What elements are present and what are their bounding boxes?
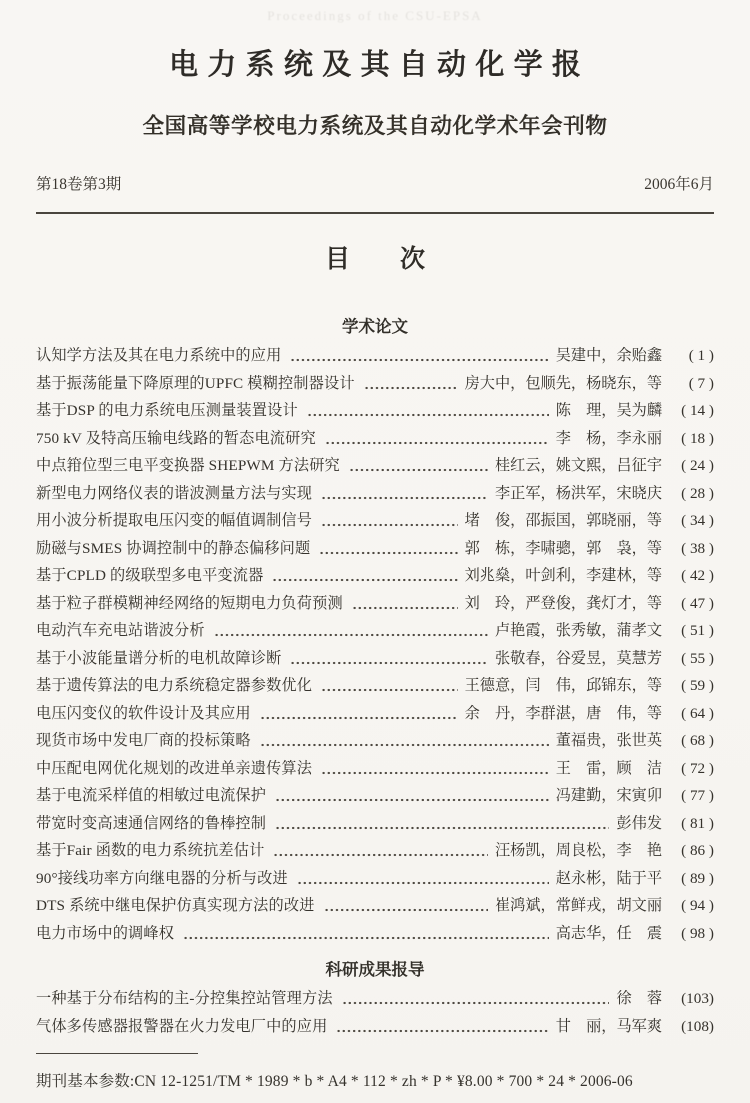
toc-entry-title: 带宽时变高速通信网络的鲁棒控制: [36, 814, 267, 832]
toc-entry-page: ( 28 ): [681, 484, 714, 502]
toc-entry-authors: 卢艳霞，张秀敏，蒲孝文: [494, 622, 662, 639]
toc-entry: [36, 674, 714, 702]
leader-dots: [342, 987, 610, 1015]
toc-entry: [36, 987, 714, 1015]
leader-dots: [183, 922, 549, 950]
toc-entry-authors: 陈 理，吴为麟: [555, 402, 662, 419]
toc-entry-title: 新型电力网络仪表的谐波测量方法与实现: [36, 484, 313, 502]
header-divider: [36, 212, 714, 214]
toc-entry-authors: 徐 蓉: [616, 990, 662, 1007]
toc-entry: [36, 482, 714, 510]
toc-entry-page: ( 34 ): [681, 512, 714, 529]
toc-entry-page: ( 59 ): [681, 677, 714, 694]
toc-entry: [36, 592, 714, 620]
leader-dots: [214, 619, 488, 647]
toc-entry: [36, 454, 714, 482]
toc-entry-title: 基于粒子群模糊神经网络的短期电力负荷预测: [36, 594, 343, 612]
leader-dots: [364, 372, 458, 400]
toc-entry-authors: 堵 俊，邵振国，郭晓丽，等: [464, 512, 662, 529]
entry-list: [36, 987, 714, 1042]
toc-entry-page: ( 51 ): [681, 622, 714, 639]
issue-row: [36, 172, 714, 194]
toc-entry-page: ( 18 ): [681, 429, 714, 447]
section-heading: 科研成果报导: [325, 961, 425, 979]
toc-entry-page: ( 68 ): [681, 732, 714, 749]
toc-entry-authors: 甘 丽，马军爽: [555, 1017, 662, 1035]
toc-entry-title: 气体多传感器报警器在火力发电厂中的应用: [36, 1017, 328, 1035]
leader-dots: [275, 812, 609, 840]
leader-dots: [260, 729, 549, 757]
leader-dots: [321, 482, 488, 510]
toc-entry-title: 一种基于分布结构的主-分控集控站管理方法: [36, 990, 333, 1007]
leader-dots: [297, 867, 549, 895]
toc-entry-title: 基于Fair 函数的电力系统抗差估计: [36, 842, 265, 859]
toc-entry-page: (103): [681, 990, 714, 1007]
toc-entry-title: 用小波分析提取电压闪变的幅值调制信号: [36, 512, 313, 529]
leader-dots: [324, 894, 488, 922]
section-heading: 学术论文: [342, 318, 408, 336]
toc-entry-page: ( 89 ): [681, 869, 714, 887]
toc-entry-title: DTS 系统中继电保护仿真实现方法的改进: [36, 897, 315, 914]
issue-date-label: 2006年6月: [644, 176, 714, 193]
toc-entry-authors: 王德意，闫 伟，邱锦东，等: [464, 677, 662, 694]
toc-entry-page: ( 72 ): [681, 759, 714, 777]
toc-entry-title: 中压配电网优化规划的改进单亲遗传算法: [36, 759, 313, 777]
leader-dots: [307, 399, 549, 427]
toc-entry-authors: 崔鸿斌，常鲜戎，胡文丽: [494, 897, 662, 914]
leader-dots: [260, 702, 458, 730]
toc-entry: [36, 812, 714, 840]
leader-dots: [349, 454, 488, 482]
toc-entry-authors: 李正军，杨洪军，宋晓庆: [494, 484, 662, 502]
leader-dots: [272, 564, 457, 592]
page-bleedthrough-text: Proceedings of the CSU-EPSA: [267, 8, 483, 23]
toc-entry-authors: 刘 玲，严登俊，龚灯才，等: [464, 594, 662, 612]
toc-entry-authors: 彭伟发: [616, 814, 662, 832]
toc-entry-page: ( 98 ): [681, 924, 714, 942]
toc-entry: [36, 509, 714, 537]
toc-entry-title: 励磁与SMES 协调控制中的静态偏移问题: [36, 539, 311, 557]
toc-entry-authors: 董福贵，张世英: [555, 732, 662, 749]
toc-entry-title: 电动汽车充电站谐波分析: [36, 622, 205, 639]
toc-entry: [36, 564, 714, 592]
toc-entry-page: ( 42 ): [681, 567, 714, 584]
toc-entry-title: 电力市场中的调峰权: [36, 924, 175, 942]
toc-entry: [36, 867, 714, 895]
toc-entry: [36, 344, 714, 372]
toc-entry-authors: 吴建中，余贻鑫: [555, 347, 662, 364]
toc-entry-authors: 王 雷，顾 洁: [555, 759, 662, 777]
toc-entry: [36, 784, 714, 812]
toc-entry: [36, 427, 714, 455]
leader-dots: [275, 784, 549, 812]
toc-entry-title: 90°接线功率方向继电器的分析与改进: [36, 869, 288, 887]
toc-entry-page: ( 47 ): [681, 594, 714, 612]
toc-entry-page: ( 7 ): [688, 374, 714, 392]
leader-dots: [290, 344, 548, 372]
toc-entry-title: 基于振荡能量下降原理的UPFC 模糊控制器设计: [36, 374, 355, 392]
toc-entry-page: ( 24 ): [681, 457, 714, 474]
toc-entry: [36, 619, 714, 647]
toc-entry-page: ( 55 ): [681, 649, 714, 667]
toc-entry-title: 基于电流采样值的相敏过电流保护: [36, 787, 267, 804]
toc-entry-page: ( 1 ): [688, 347, 714, 364]
leader-dots: [325, 427, 549, 455]
toc-sections: [36, 313, 714, 1042]
toc-entry-authors: 高志华，任 震: [555, 924, 662, 942]
toc-entry-authors: 汪杨凯，周良松，李 艳: [494, 842, 662, 859]
toc-entry-authors: 张敬春，谷爱昱，莫慧芳: [494, 649, 662, 667]
volume-issue-label: 第18卷第3期: [36, 176, 122, 193]
toc-entry-title: 中点箝位型三电平变换器 SHEPWM 方法研究: [36, 457, 340, 474]
leader-dots: [319, 537, 457, 565]
toc-entry: [36, 399, 714, 427]
toc-entry-authors: 赵永彬，陆于平: [555, 869, 662, 887]
toc-entry-title: 基于遗传算法的电力系统稳定器参数优化: [36, 677, 313, 694]
toc-title: 目 次: [324, 246, 425, 273]
journal-parameters: 期刊基本参数:CN 12-1251/TM * 1989 * b * A4 * 112 * zh * P * ¥8.00 * 700 * 24 * 2006-06: [36, 1073, 633, 1090]
toc-entry: [36, 1015, 714, 1043]
leader-dots: [273, 839, 488, 867]
toc-entry: [36, 372, 714, 400]
toc-entry-title: 基于小波能量谱分析的电机故障诊断: [36, 649, 282, 667]
toc-entry: [36, 537, 714, 565]
toc-entry: [36, 702, 714, 730]
toc-entry: [36, 922, 714, 950]
leader-dots: [321, 509, 457, 537]
toc-entry-title: 基于CPLD 的级联型多电平变流器: [36, 567, 264, 584]
toc-entry-page: ( 94 ): [681, 897, 714, 914]
journal-title: 电力系统及其自动化学报: [169, 49, 591, 81]
toc-entry-authors: 刘兆燊，叶剑利，李建林，等: [464, 567, 662, 584]
toc-entry-title: 750 kV 及特高压输电线路的暂态电流研究: [36, 429, 316, 447]
toc-entry: [36, 894, 714, 922]
entry-list: [36, 344, 714, 949]
leader-dots: [336, 1015, 548, 1043]
toc-entry-page: ( 77 ): [681, 787, 714, 804]
toc-entry-authors: 房大中，包顺先，杨晓东，等: [464, 374, 662, 392]
toc-entry: [36, 839, 714, 867]
toc-entry-page: (108): [681, 1017, 714, 1035]
toc-entry-title: 基于DSP 的电力系统电压测量装置设计: [36, 402, 298, 419]
toc-entry: [36, 757, 714, 785]
leader-dots: [321, 757, 549, 785]
toc-entry-authors: 李 杨，李永丽: [555, 429, 662, 447]
leader-dots: [321, 674, 457, 702]
toc-entry-page: ( 64 ): [681, 704, 714, 722]
toc-entry-page: ( 14 ): [681, 402, 714, 419]
toc-entry-authors: 余 丹，李群湛，唐 伟，等: [464, 704, 662, 722]
toc-entry-page: ( 86 ): [681, 842, 714, 859]
leader-dots: [352, 592, 458, 620]
journal-subtitle: 全国高等学校电力系统及其自动化学术年会刊物: [142, 114, 608, 138]
toc-entry: [36, 729, 714, 757]
toc-entry-title: 电压闪变仪的软件设计及其应用: [36, 704, 251, 722]
toc-entry-authors: 郭 栋，李啸骢，郭 袅，等: [464, 539, 662, 557]
toc-entry-authors: 冯建勤，宋寅卯: [555, 787, 662, 804]
toc-entry: [36, 647, 714, 675]
toc-entry-authors: 桂红云，姚文熙，吕征宇: [494, 457, 662, 474]
toc-entry-page: ( 81 ): [681, 814, 714, 832]
footnote-divider: [36, 1053, 198, 1054]
toc-entry-title: 现货市场中发电厂商的投标策略: [36, 732, 251, 749]
toc-entry-page: ( 38 ): [681, 539, 714, 557]
leader-dots: [290, 647, 488, 675]
toc-entry-title: 认知学方法及其在电力系统中的应用: [36, 347, 282, 364]
